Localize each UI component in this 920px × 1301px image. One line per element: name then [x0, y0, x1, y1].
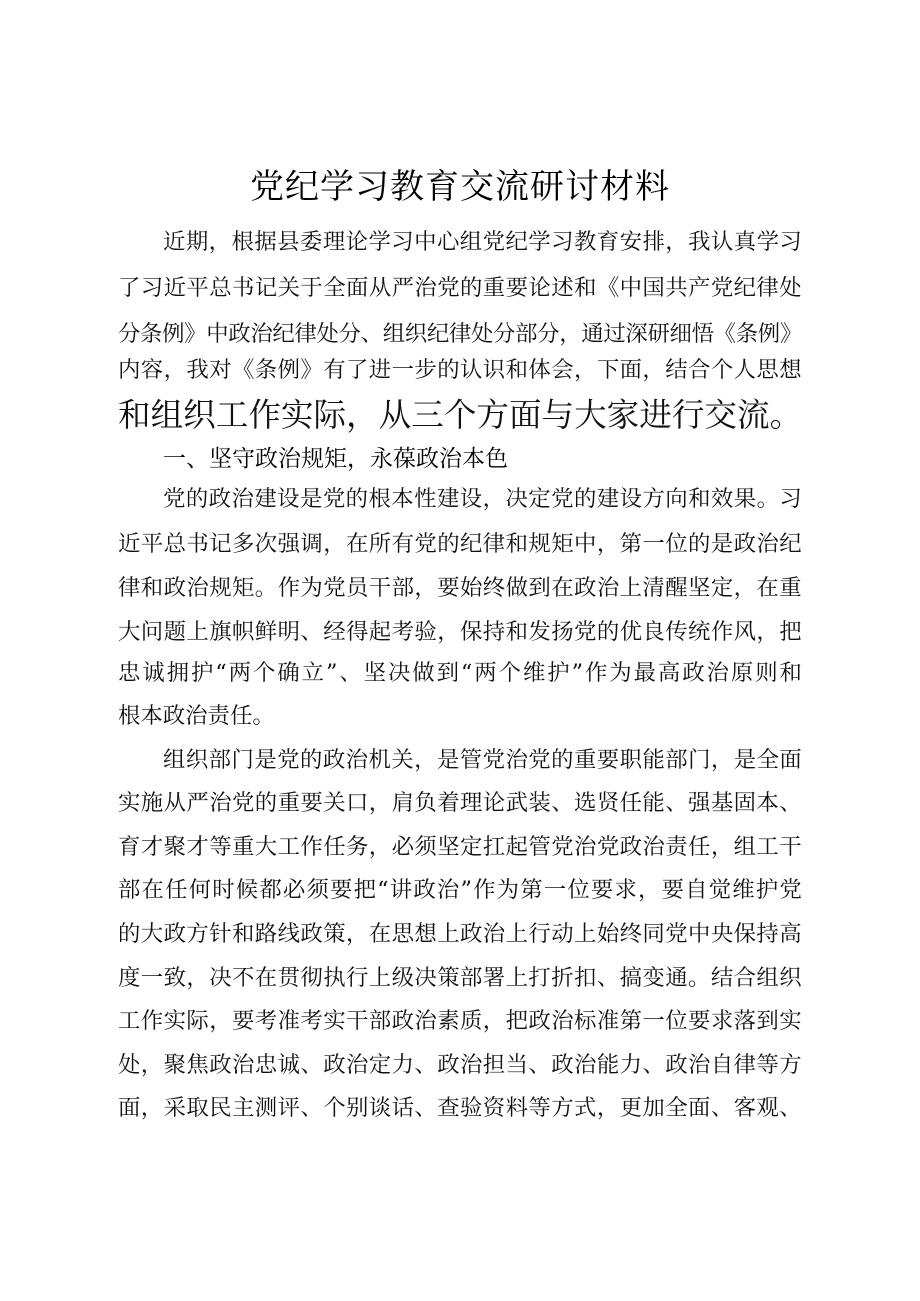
- intro-line: 分条例》中政治纪律处分、组织纪律处分部分，通过深研细悟《条例》: [118, 321, 802, 347]
- paragraph-line: 近平总书记多次强调，在所有党的纪律和规矩中，第一位的是政治纪: [118, 531, 803, 557]
- paragraph-line: 大问题上旗帜鲜明、经得起考验，保持和发扬党的优良传统作风，把: [118, 619, 803, 645]
- intro-line: 和组织工作实际，从三个方面与大家进行交流。: [118, 396, 803, 434]
- paragraph-line: 实施从严治党的重要关口，肩负着理论武装、选贤任能、强基固本、: [118, 790, 803, 816]
- paragraph-line: 忠诚拥护“两个确立”、坚决做到“两个维护”作为最高政治原则和: [118, 660, 804, 686]
- intro-line: 近期，根据县委理论学习中心组党纪学习教育安排，我认真学习: [163, 229, 803, 255]
- paragraph-line: 处，聚焦政治忠诚、政治定力、政治担当、政治能力、政治自律等方: [118, 1052, 803, 1078]
- intro-line: 内容，我对《条例》有了进一步的认识和体会，下面，结合个人思想: [118, 357, 803, 383]
- paragraph-line: 育才聚才等重大工作任务，必须坚定扛起管党治党政治责任，组工干: [118, 834, 803, 860]
- paragraph-line: 律和政治规矩。作为党员干部，要始终做到在政治上清醒坚定，在重: [118, 575, 803, 601]
- intro-line: 了习近平总书记关于全面从严治党的重要论述和《中国共产党纪律处: [118, 275, 803, 301]
- paragraph-line: 的大政方针和路线政策，在思想上政治上行动上始终同党中央保持高: [118, 921, 803, 947]
- section-heading: 一、坚守政治规矩，永葆政治本色: [163, 446, 508, 472]
- paragraph-line: 根本政治责任。: [118, 703, 275, 729]
- paragraph-line: 度一致，决不在贯彻执行上级决策部署上打折扣、搞变通。结合组织: [118, 965, 803, 991]
- document-title: 党纪学习教育交流研讨材料: [250, 167, 670, 207]
- paragraph-line: 面，采取民主测评、个别谈话、查验资料等方式，更加全面、客观、: [118, 1095, 803, 1121]
- paragraph-line: 组织部门是党的政治机关，是管党治党的重要职能部门，是全面: [163, 747, 803, 773]
- paragraph-line: 部在任何时候都必须要把“讲政治”作为第一位要求，要自觉维护党: [118, 877, 803, 903]
- paragraph-line: 工作实际，要考准考实干部政治素质，把政治标准第一位要求落到实: [118, 1008, 803, 1034]
- paragraph-line: 党的政治建设是党的根本性建设，决定党的建设方向和效果。习: [163, 486, 803, 512]
